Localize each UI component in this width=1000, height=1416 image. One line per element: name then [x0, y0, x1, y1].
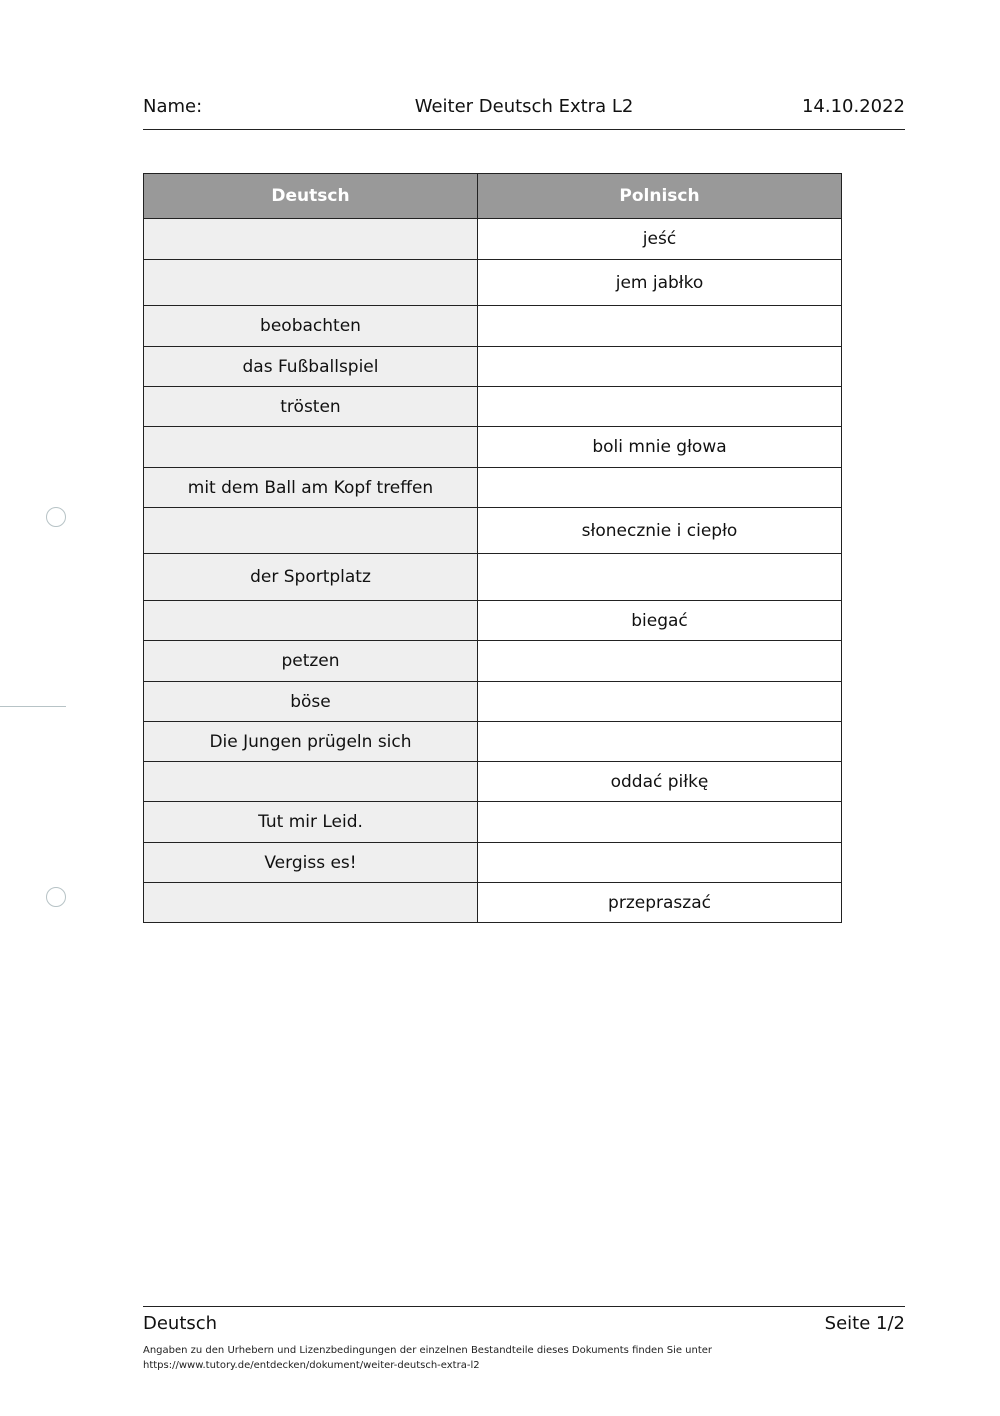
german-cell: [144, 762, 478, 802]
german-cell: mit dem Ball am Kopf treffen: [144, 468, 478, 508]
table-row: [144, 601, 842, 641]
footer-divider: [143, 1306, 905, 1307]
german-cell: böse: [144, 682, 478, 722]
table-row: [144, 219, 842, 260]
german-cell: [144, 260, 478, 306]
table-row: [144, 260, 842, 306]
table-row: [144, 641, 842, 682]
polish-cell: [478, 554, 842, 601]
polish-cell: [478, 347, 842, 387]
column-header-polnisch: Polnisch: [478, 174, 842, 219]
table-row: [144, 468, 842, 508]
german-cell: [144, 427, 478, 468]
german-cell: [144, 883, 478, 923]
table-row: [144, 387, 842, 427]
polish-cell: boli mnie głowa: [478, 427, 842, 468]
table-row: [144, 883, 842, 923]
column-header-deutsch: Deutsch: [144, 174, 478, 219]
german-cell: Die Jungen prügeln sich: [144, 722, 478, 762]
polish-cell: przepraszać: [478, 883, 842, 923]
german-cell: Vergiss es!: [144, 843, 478, 883]
license-note-url: https://www.tutory.de/entdecken/dokument/weiter-deutsch-extra-l2: [143, 1360, 480, 1371]
polish-cell: [478, 802, 842, 843]
license-note-text: Angaben zu den Urhebern und Lizenzbedingungen der einzelnen Bestandteile dieses Dokuments finden Sie unter: [143, 1345, 713, 1356]
polish-cell: słonecznie i ciepło: [478, 508, 842, 554]
table-row: [144, 508, 842, 554]
table-row: [144, 722, 842, 762]
polish-cell: [478, 722, 842, 762]
table-row: [144, 682, 842, 722]
license-note: [143, 1343, 905, 1373]
footer-subject: Deutsch: [143, 1313, 218, 1334]
header-divider: [143, 129, 905, 130]
german-cell: [144, 601, 478, 641]
polish-cell: oddać piłkę: [478, 762, 842, 802]
polish-cell: [478, 641, 842, 682]
polish-cell: jeść: [478, 219, 842, 260]
punch-hole-icon: [46, 507, 66, 527]
table-row: [144, 554, 842, 601]
polish-cell: [478, 468, 842, 508]
german-cell: Tut mir Leid.: [144, 802, 478, 843]
table-row: [144, 762, 842, 802]
page-number: Seite 1/2: [824, 1313, 905, 1334]
table-row: [144, 843, 842, 883]
punch-hole-icon: [46, 887, 66, 907]
fold-mark: [0, 706, 66, 707]
polish-cell: [478, 843, 842, 883]
polish-cell: biegać: [478, 601, 842, 641]
polish-cell: [478, 682, 842, 722]
polish-cell: jem jabłko: [478, 260, 842, 306]
vocabulary-table: [143, 173, 842, 923]
polish-cell: [478, 306, 842, 347]
document-title: Weiter Deutsch Extra L2: [414, 96, 634, 117]
table-row: [144, 306, 842, 347]
polish-cell: [478, 387, 842, 427]
name-label: Name:: [143, 96, 203, 117]
table-row: [144, 347, 842, 387]
german-cell: beobachten: [144, 306, 478, 347]
table-row: [144, 802, 842, 843]
german-cell: [144, 508, 478, 554]
german-cell: [144, 219, 478, 260]
table-header-row: [144, 174, 842, 219]
german-cell: trösten: [144, 387, 478, 427]
table-row: [144, 427, 842, 468]
german-cell: petzen: [144, 641, 478, 682]
document-date: 14.10.2022: [801, 96, 905, 117]
german-cell: der Sportplatz: [144, 554, 478, 601]
german-cell: das Fußballspiel: [144, 347, 478, 387]
page-header: [143, 92, 905, 122]
